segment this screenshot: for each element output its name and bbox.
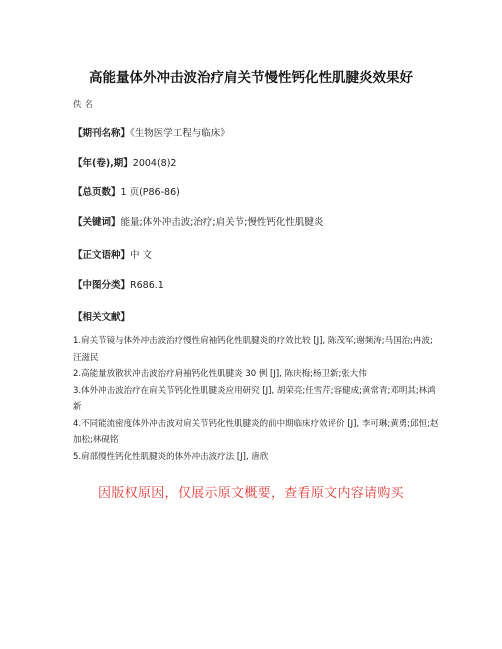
field-language bbox=[73, 247, 152, 261]
field-keywords-label: 【关键词】 bbox=[73, 217, 121, 228]
field-clc bbox=[73, 277, 164, 291]
field-year bbox=[73, 155, 176, 169]
reference-item[interactable]: 2.高能量放散状冲击波治疗肩袖钙化性肌腱炎 30 例 [J], 陈庆梅;杨卫新;张大伟 bbox=[73, 369, 367, 379]
reference-item[interactable]: 5.肩部慢性钙化性肌腱炎的体外冲击波疗法 [J], 唐欣 bbox=[73, 451, 269, 462]
field-journal bbox=[73, 125, 230, 139]
field-clc-value: R686.1 bbox=[130, 280, 164, 291]
field-year-value: 2004(8)2 bbox=[132, 158, 177, 169]
reference-item[interactable]: 4.不同能流密度体外冲击波对肩关节钙化性肌腱炎的前中期临床疗效评价 [J], 李可琳;黄勇;邱恒;赵加松;林砚铭 bbox=[73, 418, 439, 445]
field-pages-value: 1 页(P86-86) bbox=[120, 187, 180, 198]
author: 佚名 bbox=[73, 100, 97, 110]
references-heading: 【相关文献】 bbox=[73, 312, 131, 323]
reference-item[interactable]: 1.肩关节镜与体外冲击波治疗慢性肩袖钙化性肌腱炎的疗效比较 [J], 陈茂军;谢频涛;马国治;冉波;汪滋民 bbox=[73, 336, 433, 363]
field-year-label: 【年(卷),期】 bbox=[73, 158, 133, 169]
copyright-notice: 因版权原因，仅展示原文概要，查看原文内容请购买 bbox=[98, 486, 404, 501]
field-pages bbox=[73, 184, 180, 198]
field-language-value: 中 文 bbox=[130, 250, 153, 261]
field-keywords-value: 能量;体外冲击波;治疗;肩关节;慢性钙化性肌腱炎 bbox=[120, 217, 324, 228]
field-keywords bbox=[73, 214, 323, 228]
field-journal-value: 《生物医学工程与临床》 bbox=[130, 128, 230, 139]
field-pages-label: 【总页数】 bbox=[73, 187, 121, 198]
reference-item[interactable]: 3.体外冲击波治疗在肩关节钙化性肌腱炎应用研究 [J], 胡荣亮;任雪芹;容健成;黄常青;邓明其;林鸿新 bbox=[73, 385, 436, 412]
references-list bbox=[73, 333, 439, 465]
document-title: 高能量体外冲击波治疗肩关节慢性钙化性肌腱炎效果好 bbox=[89, 70, 413, 86]
field-journal-label: 【期刊名称】 bbox=[73, 128, 131, 139]
field-clc-label: 【中图分类】 bbox=[73, 280, 131, 291]
field-language-label: 【正文语种】 bbox=[73, 250, 131, 261]
